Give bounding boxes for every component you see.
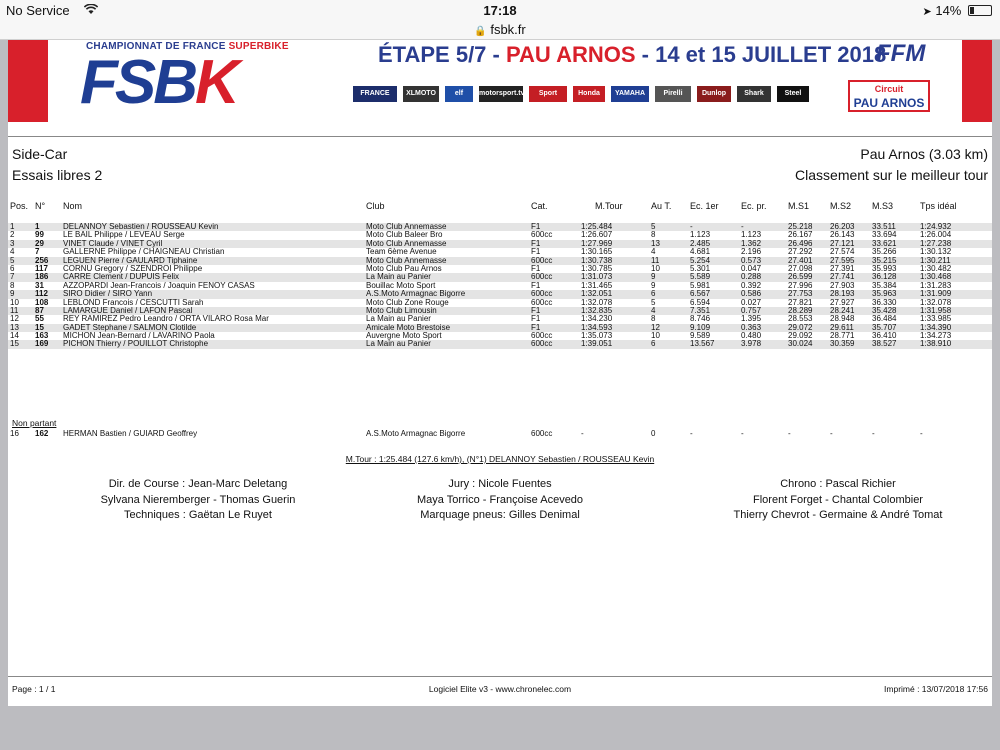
cell-s3: 33.511 xyxy=(872,222,896,231)
cell-ideal: - xyxy=(920,429,923,438)
cell-s3: 35.707 xyxy=(872,322,897,332)
cell-num: 1 xyxy=(35,222,40,231)
cell-ideal: 1:30.132 xyxy=(920,247,952,257)
cell-gap-prev: 1.123 xyxy=(741,230,762,240)
staff-line: Jury : Nicole Fuentes xyxy=(448,478,552,490)
cell-name: REY RAMIREZ Pedro Leandro / ORTA VILARO Rosa Mar xyxy=(63,314,269,324)
cell-lap-no: 0 xyxy=(651,429,656,438)
cell-club: Moto Club Pau Arnos xyxy=(366,263,442,273)
non-partant-label: Non partant xyxy=(12,418,57,428)
logo-part-b: K xyxy=(195,48,237,117)
staff-line: Techniques : Gaëtan Le Ruyet xyxy=(124,509,272,521)
stage-number: ÉTAPE 5/7 - xyxy=(378,42,506,67)
cell-club: Moto Club Annemasse xyxy=(366,222,447,231)
cell-best-lap: 1:30.738 xyxy=(581,255,613,265)
cell-lap-no: 12 xyxy=(651,322,660,332)
cell-lap-no: 8 xyxy=(651,314,656,324)
col-ideal: Tps idéal xyxy=(920,201,957,211)
address-bar[interactable] xyxy=(0,22,1000,40)
sponsor-logo: YAMAHA xyxy=(611,86,649,102)
col-club: Club xyxy=(366,201,385,211)
cell-s2: 27.595 xyxy=(830,255,855,265)
cell-s2: 27.903 xyxy=(830,280,855,290)
circuit-info: Pau Arnos (3.03 km) xyxy=(860,146,988,162)
cell-num: 15 xyxy=(35,322,44,332)
cell-num: 55 xyxy=(35,314,44,324)
cell-name: CORNU Gregory / SZENDROI Philippe xyxy=(63,263,203,273)
cell-lap-no: 6 xyxy=(651,289,656,299)
staff-line: Marquage pneus: Gilles Denimal xyxy=(420,509,580,521)
url-text[interactable]: fsbk.fr xyxy=(490,22,526,37)
cell-s2: 30.359 xyxy=(830,339,855,349)
results-page xyxy=(8,40,992,706)
cell-club: Moto Club Annemasse xyxy=(366,255,447,265)
ffm-logo: FFM xyxy=(876,40,926,67)
cell-cat: F1 xyxy=(531,314,541,324)
col-s3: M.S3 xyxy=(872,201,894,211)
cell-lap-no: 13 xyxy=(651,238,660,248)
cell-s1: 27.098 xyxy=(788,263,813,273)
cell-num: 169 xyxy=(35,339,49,349)
staff-left xyxy=(48,477,348,524)
superbike-text: SUPERBIKE xyxy=(228,41,289,52)
cell-lap-no: 8 xyxy=(651,230,656,240)
col-best-lap: M.Tour xyxy=(595,201,623,211)
col-gap-first: Ec. 1er xyxy=(690,201,719,211)
cell-ideal: 1:30.482 xyxy=(920,263,952,273)
cell-club: Moto Club Zone Rouge xyxy=(366,297,449,307)
cell-s2: 29.611 xyxy=(830,322,854,332)
cell-s1: 27.996 xyxy=(788,280,813,290)
cell-best-lap: 1:39.051 xyxy=(581,339,613,349)
cell-best-lap: 1:32.051 xyxy=(581,289,613,299)
cell-gap-first: 6.567 xyxy=(690,289,711,299)
stage-dates: - 14 et 15 JUILLET 2018 xyxy=(635,42,887,67)
cell-s3: 35.266 xyxy=(872,247,897,257)
cell-cat: F1 xyxy=(531,280,541,290)
cell-s1: 29.072 xyxy=(788,322,813,332)
cell-club: Auvergne Moto Sport xyxy=(366,331,442,341)
sponsor-logo: Honda xyxy=(573,86,605,102)
fsbk-logo xyxy=(80,50,237,116)
cell-pos: 6 xyxy=(10,263,15,273)
col-num: N° xyxy=(35,201,46,211)
ranking-info: Classement sur le meilleur tour xyxy=(795,167,988,183)
cell-best-lap: 1:32.078 xyxy=(581,297,613,307)
carrier-label: No Service xyxy=(6,3,70,18)
table-header xyxy=(8,201,992,213)
cell-s2: 28.771 xyxy=(830,331,855,341)
col-lap-no: Au T. xyxy=(651,201,672,211)
battery-icon xyxy=(968,5,992,16)
cell-pos: 8 xyxy=(10,280,15,290)
cell-ideal: 1:31.909 xyxy=(920,289,952,299)
cell-best-lap: 1:30.785 xyxy=(581,263,613,273)
cell-gap-first: 9.589 xyxy=(690,331,711,341)
table-row xyxy=(8,340,992,348)
staff-right xyxy=(688,477,988,524)
cell-name: LE BAIL Philippe / LEVEAU Serge xyxy=(63,230,185,240)
cell-ideal: 1:33.985 xyxy=(920,314,952,324)
divider xyxy=(8,136,992,137)
software-credit: Logiciel Elite v3 - www.chronelec.com xyxy=(428,684,572,694)
col-gap-prev: Ec. pr. xyxy=(741,201,767,211)
location-icon: ➤ xyxy=(922,6,932,18)
session-title: Essais libres 2 xyxy=(12,167,103,183)
col-s2: M.S2 xyxy=(830,201,852,211)
cell-s1: 26.496 xyxy=(788,238,813,248)
sponsor-logo: elf xyxy=(445,86,473,102)
cell-ideal: 1:32.078 xyxy=(920,297,952,307)
cell-s3: 35.963 xyxy=(872,289,897,299)
cell-cat: 600cc xyxy=(531,339,553,349)
cell-num: 108 xyxy=(35,297,49,307)
cell-name: LEBLOND Francois / CESCUTTI Sarah xyxy=(63,297,204,307)
cell-lap-no: 4 xyxy=(651,247,656,257)
cell-cat: 600cc xyxy=(531,230,553,240)
cell-s2: 26.203 xyxy=(830,222,855,231)
cell-gap-prev: 1.362 xyxy=(741,238,762,248)
circuit-logo xyxy=(848,80,930,112)
cell-pos: 4 xyxy=(10,247,15,257)
cell-best-lap: 1:35.073 xyxy=(581,331,613,341)
cell-num: 163 xyxy=(35,331,49,341)
print-date: Imprimé : 13/07/2018 17:56 xyxy=(884,684,988,694)
sponsor-logo: Shark xyxy=(737,86,771,102)
sponsor-logo: Steel xyxy=(777,86,809,102)
cell-club: La Main au Panier xyxy=(366,339,431,349)
cell-s3: - xyxy=(872,429,875,438)
staff-line: Thierry Chevrot - Germaine & André Tomat xyxy=(733,509,943,521)
cell-num: 29 xyxy=(35,238,44,248)
cell-pos: 15 xyxy=(10,339,19,349)
cell-cat: F1 xyxy=(531,238,541,248)
cell-s2: 28.948 xyxy=(830,314,855,324)
cell-gap-prev: 0.586 xyxy=(741,289,762,299)
cell-s3: 35.428 xyxy=(872,305,897,315)
cell-best-lap: - xyxy=(581,429,584,438)
cell-s2: 28.241 xyxy=(830,305,855,315)
cell-club: A.S.Moto Armagnac Bigorre xyxy=(366,289,466,299)
cell-gap-prev: 0.363 xyxy=(741,322,762,332)
cell-gap-first: - xyxy=(690,429,693,438)
cell-gap-prev: 1.395 xyxy=(741,314,762,324)
staff-line: Chrono : Pascal Richier xyxy=(780,478,896,490)
cell-num: 87 xyxy=(35,305,44,315)
cell-cat: 600cc xyxy=(531,429,553,438)
cell-num: 186 xyxy=(35,272,49,282)
cell-ideal: 1:31.958 xyxy=(920,305,952,315)
cell-num: 117 xyxy=(35,263,48,273)
category-title: Side-Car xyxy=(12,146,68,162)
cell-lap-no: 5 xyxy=(651,222,656,231)
cell-best-lap: 1:34.230 xyxy=(581,314,613,324)
cell-best-lap: 1:34.593 xyxy=(581,322,613,332)
footer-divider xyxy=(8,676,992,677)
cell-ideal: 1:34.273 xyxy=(920,331,952,341)
cell-pos: 3 xyxy=(10,238,15,248)
cell-num: 7 xyxy=(35,247,40,257)
cell-s2: - xyxy=(830,429,833,438)
sponsor-logo: FRANCE xyxy=(353,86,397,102)
cell-s3: 33.621 xyxy=(872,238,897,248)
cell-lap-no: 5 xyxy=(651,297,656,307)
cell-s1: 25.218 xyxy=(788,222,813,231)
cell-s3: 35.384 xyxy=(872,280,897,290)
cell-pos: 5 xyxy=(10,255,15,265)
cell-ideal: 1:34.390 xyxy=(920,322,952,332)
cell-lap-no: 6 xyxy=(651,339,656,349)
battery-percent: 14% xyxy=(935,3,962,18)
sponsor-logo: Sport xyxy=(529,86,567,102)
cell-cat: 600cc xyxy=(531,272,553,282)
cell-gap-prev: 0.573 xyxy=(741,255,762,265)
event-stage-title xyxy=(378,42,886,68)
cell-s3: 33.694 xyxy=(872,230,897,240)
cell-pos: 12 xyxy=(10,314,19,324)
cell-gap-first: 4.681 xyxy=(690,247,711,257)
cell-num: 31 xyxy=(35,280,44,290)
cell-name: HERMAN Bastien / GUIARD Geoffrey xyxy=(63,429,198,438)
cell-pos: 14 xyxy=(10,331,19,341)
lock-icon: 🔒 xyxy=(474,26,487,37)
cell-s1: 26.167 xyxy=(788,230,813,240)
cell-ideal: 1:26.004 xyxy=(920,230,952,240)
cell-ideal: 1:30.468 xyxy=(920,272,952,282)
cell-club: Moto Club Baleer Bro xyxy=(366,230,443,240)
sponsor-logo: XLMOTO xyxy=(403,86,439,102)
cell-s3: 35.993 xyxy=(872,263,897,273)
cell-gap-first: 2.485 xyxy=(690,238,711,248)
cell-s3: 36.128 xyxy=(872,272,897,282)
cell-gap-first: 5.589 xyxy=(690,272,711,282)
cell-s3: 36.484 xyxy=(872,314,897,324)
cell-name: SIRO Didier / SIRO Yann xyxy=(63,289,153,299)
cell-best-lap: 1:32.835 xyxy=(581,305,613,315)
cell-name: PICHON Thierry / POUILLOT Christophe xyxy=(63,339,209,349)
cell-s2: 27.927 xyxy=(830,297,855,307)
cell-ideal: 1:24.932 xyxy=(920,222,952,231)
cell-s2: 26.143 xyxy=(830,230,855,240)
cell-ideal: 1:38.910 xyxy=(920,339,952,349)
cell-name: CARRE Clement / DUPUIS Felix xyxy=(63,272,180,282)
col-pos: Pos. xyxy=(10,201,29,211)
cell-gap-prev: 0.047 xyxy=(741,263,762,273)
cell-best-lap: 1:27.969 xyxy=(581,238,613,248)
cell-num: 99 xyxy=(35,230,44,240)
cell-gap-prev: 0.288 xyxy=(741,272,762,282)
cell-gap-prev: - xyxy=(741,222,744,231)
cell-s2: 27.741 xyxy=(830,272,855,282)
cell-lap-no: 10 xyxy=(651,331,660,341)
cell-gap-prev: 0.392 xyxy=(741,280,762,290)
cell-gap-prev: - xyxy=(741,429,744,438)
cell-pos: 13 xyxy=(10,322,19,332)
cell-name: VINET Claude / VINET Cyril xyxy=(63,238,163,248)
cell-ideal: 1:27.238 xyxy=(920,238,952,248)
cell-gap-first: 5.301 xyxy=(690,263,711,273)
cell-s3: 35.215 xyxy=(872,255,897,265)
cell-club: Moto Club Limousin xyxy=(366,305,437,315)
cell-cat: F1 xyxy=(531,263,541,273)
staff-line: Sylvana Nieremberger - Thomas Guerin xyxy=(100,493,296,506)
cell-cat: F1 xyxy=(531,222,541,231)
cell-gap-prev: 3.978 xyxy=(741,339,762,349)
cell-s1: 29.092 xyxy=(788,331,813,341)
cell-name: LAMARGUE Daniel / LAFON Pascal xyxy=(63,305,193,315)
page-number: Page : 1 / 1 xyxy=(12,684,56,694)
cell-s3: 36.330 xyxy=(872,297,897,307)
cell-num: 162 xyxy=(35,429,49,438)
cell-pos: 16 xyxy=(10,429,19,438)
cell-club: La Main au Panier xyxy=(366,314,431,324)
cell-name: MICHON Jean-Bernard / LAVARINO Paola xyxy=(63,331,215,341)
cell-best-lap: 1:31.465 xyxy=(581,280,613,290)
stage-venue: PAU ARNOS xyxy=(505,42,636,67)
cell-club: La Main au Panier xyxy=(366,272,431,282)
circuit-logo-top: Circuit xyxy=(874,84,904,94)
cell-s1: 27.753 xyxy=(788,289,813,299)
cell-num: 256 xyxy=(35,255,49,265)
results-table xyxy=(8,223,992,349)
cell-cat: 600cc xyxy=(531,289,553,299)
cell-s1: 28.553 xyxy=(788,314,813,324)
col-s1: M.S1 xyxy=(788,201,810,211)
cell-lap-no: 10 xyxy=(651,263,660,273)
cell-name: LEGUEN Pierre / GAULARD Tiphaine xyxy=(63,255,198,265)
staff-line: Dir. de Course : Jean-Marc Deletang xyxy=(108,478,288,490)
cell-lap-no: 9 xyxy=(651,272,656,282)
sponsor-strip xyxy=(353,86,823,108)
cell-gap-first: 6.594 xyxy=(690,297,711,307)
table-row xyxy=(8,430,992,438)
cell-s1: 26.599 xyxy=(788,272,813,282)
cell-best-lap: 1:30.165 xyxy=(581,247,613,257)
cell-s1: 28.289 xyxy=(788,305,813,315)
cell-s3: 36.410 xyxy=(872,331,897,341)
cell-s1: 27.292 xyxy=(788,247,813,257)
cell-best-lap: 1:31.073 xyxy=(581,272,613,282)
cell-gap-prev: 0.480 xyxy=(741,331,762,341)
sponsor-logo: Pirelli xyxy=(655,86,691,102)
cell-gap-first: 7.351 xyxy=(690,305,711,315)
event-banner xyxy=(8,40,992,122)
cell-best-lap: 1:26.607 xyxy=(581,230,613,240)
cell-club: Team 6ème Avenue xyxy=(366,247,437,257)
clock: 17:18 xyxy=(483,3,517,18)
cell-gap-first: 8.746 xyxy=(690,314,711,324)
cell-gap-first: 1.123 xyxy=(690,230,711,240)
col-cat: Cat. xyxy=(531,201,548,211)
cell-s1: 27.401 xyxy=(788,255,813,265)
non-partant-table xyxy=(8,430,992,438)
status-bar xyxy=(0,0,1000,22)
cell-name: GADET Stephane / SALMON Clotilde xyxy=(63,322,197,332)
sponsor-logo: motorsport.tv xyxy=(479,86,523,102)
cell-ideal: 1:30.211 xyxy=(920,255,951,265)
battery-status xyxy=(923,3,993,18)
cell-lap-no: 11 xyxy=(651,255,660,265)
banner-red-right xyxy=(962,40,992,122)
banner-red-left xyxy=(8,40,48,122)
cell-cat: 600cc xyxy=(531,255,553,265)
cell-pos: 10 xyxy=(10,297,19,307)
cell-gap-first: 13.567 xyxy=(690,339,715,349)
cell-s2: 27.391 xyxy=(830,263,855,273)
championship-text: CHAMPIONNAT DE FRANCE xyxy=(86,41,226,52)
cell-gap-prev: 0.757 xyxy=(741,305,762,315)
staff-line: Maya Torrico - Françoise Acevedo xyxy=(416,493,584,506)
cell-gap-first: 5.981 xyxy=(690,280,711,290)
cell-lap-no: 9 xyxy=(651,280,656,290)
cell-cat: F1 xyxy=(531,247,541,257)
cell-club: Moto Club Annemasse xyxy=(366,238,447,248)
cell-s1: 30.024 xyxy=(788,339,813,349)
cell-gap-first: 5.254 xyxy=(690,255,711,265)
cell-num: 112 xyxy=(35,289,48,299)
sponsor-logo: Dunlop xyxy=(697,86,731,102)
cell-s1: 27.821 xyxy=(788,297,813,307)
cell-gap-first: - xyxy=(690,222,693,231)
col-name: Nom xyxy=(63,201,83,211)
cell-name: DELANNOY Sebastien / ROUSSEAU Kevin xyxy=(63,222,219,231)
cell-pos: 11 xyxy=(10,305,19,315)
cell-name: GALLERNE Philippe / CHAIGNEAU Christian xyxy=(63,247,225,257)
cell-s2: 28.193 xyxy=(830,289,855,299)
cell-cat: F1 xyxy=(531,322,541,332)
logo-part-a: FSB xyxy=(80,48,195,117)
cell-pos: 2 xyxy=(10,230,15,240)
cell-s3: 38.527 xyxy=(872,339,897,349)
cell-best-lap: 1:25.484 xyxy=(581,222,613,231)
cell-lap-no: 4 xyxy=(651,305,656,315)
staff-line: Florent Forget - Chantal Colombier xyxy=(753,493,923,506)
cell-pos: 7 xyxy=(10,272,15,282)
cell-s2: 27.121 xyxy=(830,238,855,248)
cell-club: A.S.Moto Armagnac Bigorre xyxy=(366,429,466,438)
cell-gap-prev: 0.027 xyxy=(741,297,762,307)
cell-name: AZZOPARDI Jean-Francois / Joaquin FENOY CASAS xyxy=(63,280,255,290)
cell-cat: 600cc xyxy=(531,331,553,341)
cell-cat: F1 xyxy=(531,305,541,315)
cell-s2: 27.574 xyxy=(830,247,855,257)
cell-ideal: 1:31.283 xyxy=(920,280,952,290)
best-lap-summary: M.Tour : 1:25.484 (127.6 km/h), (N°1) DELANNOY Sebastien / ROUSSEAU Kevin xyxy=(345,454,655,464)
cell-pos: 9 xyxy=(10,289,15,299)
cell-club: Amicale Moto Brestoise xyxy=(366,322,451,332)
cell-gap-prev: 2.196 xyxy=(741,247,762,257)
circuit-logo-name: PAU ARNOS xyxy=(853,96,925,110)
cell-pos: 1 xyxy=(10,222,15,231)
staff-center xyxy=(348,477,652,524)
cell-club: Bouillac Moto Sport xyxy=(366,280,436,290)
cell-cat: 600cc xyxy=(531,297,553,307)
cell-s1: - xyxy=(788,429,791,438)
cell-gap-first: 9.109 xyxy=(690,322,711,332)
